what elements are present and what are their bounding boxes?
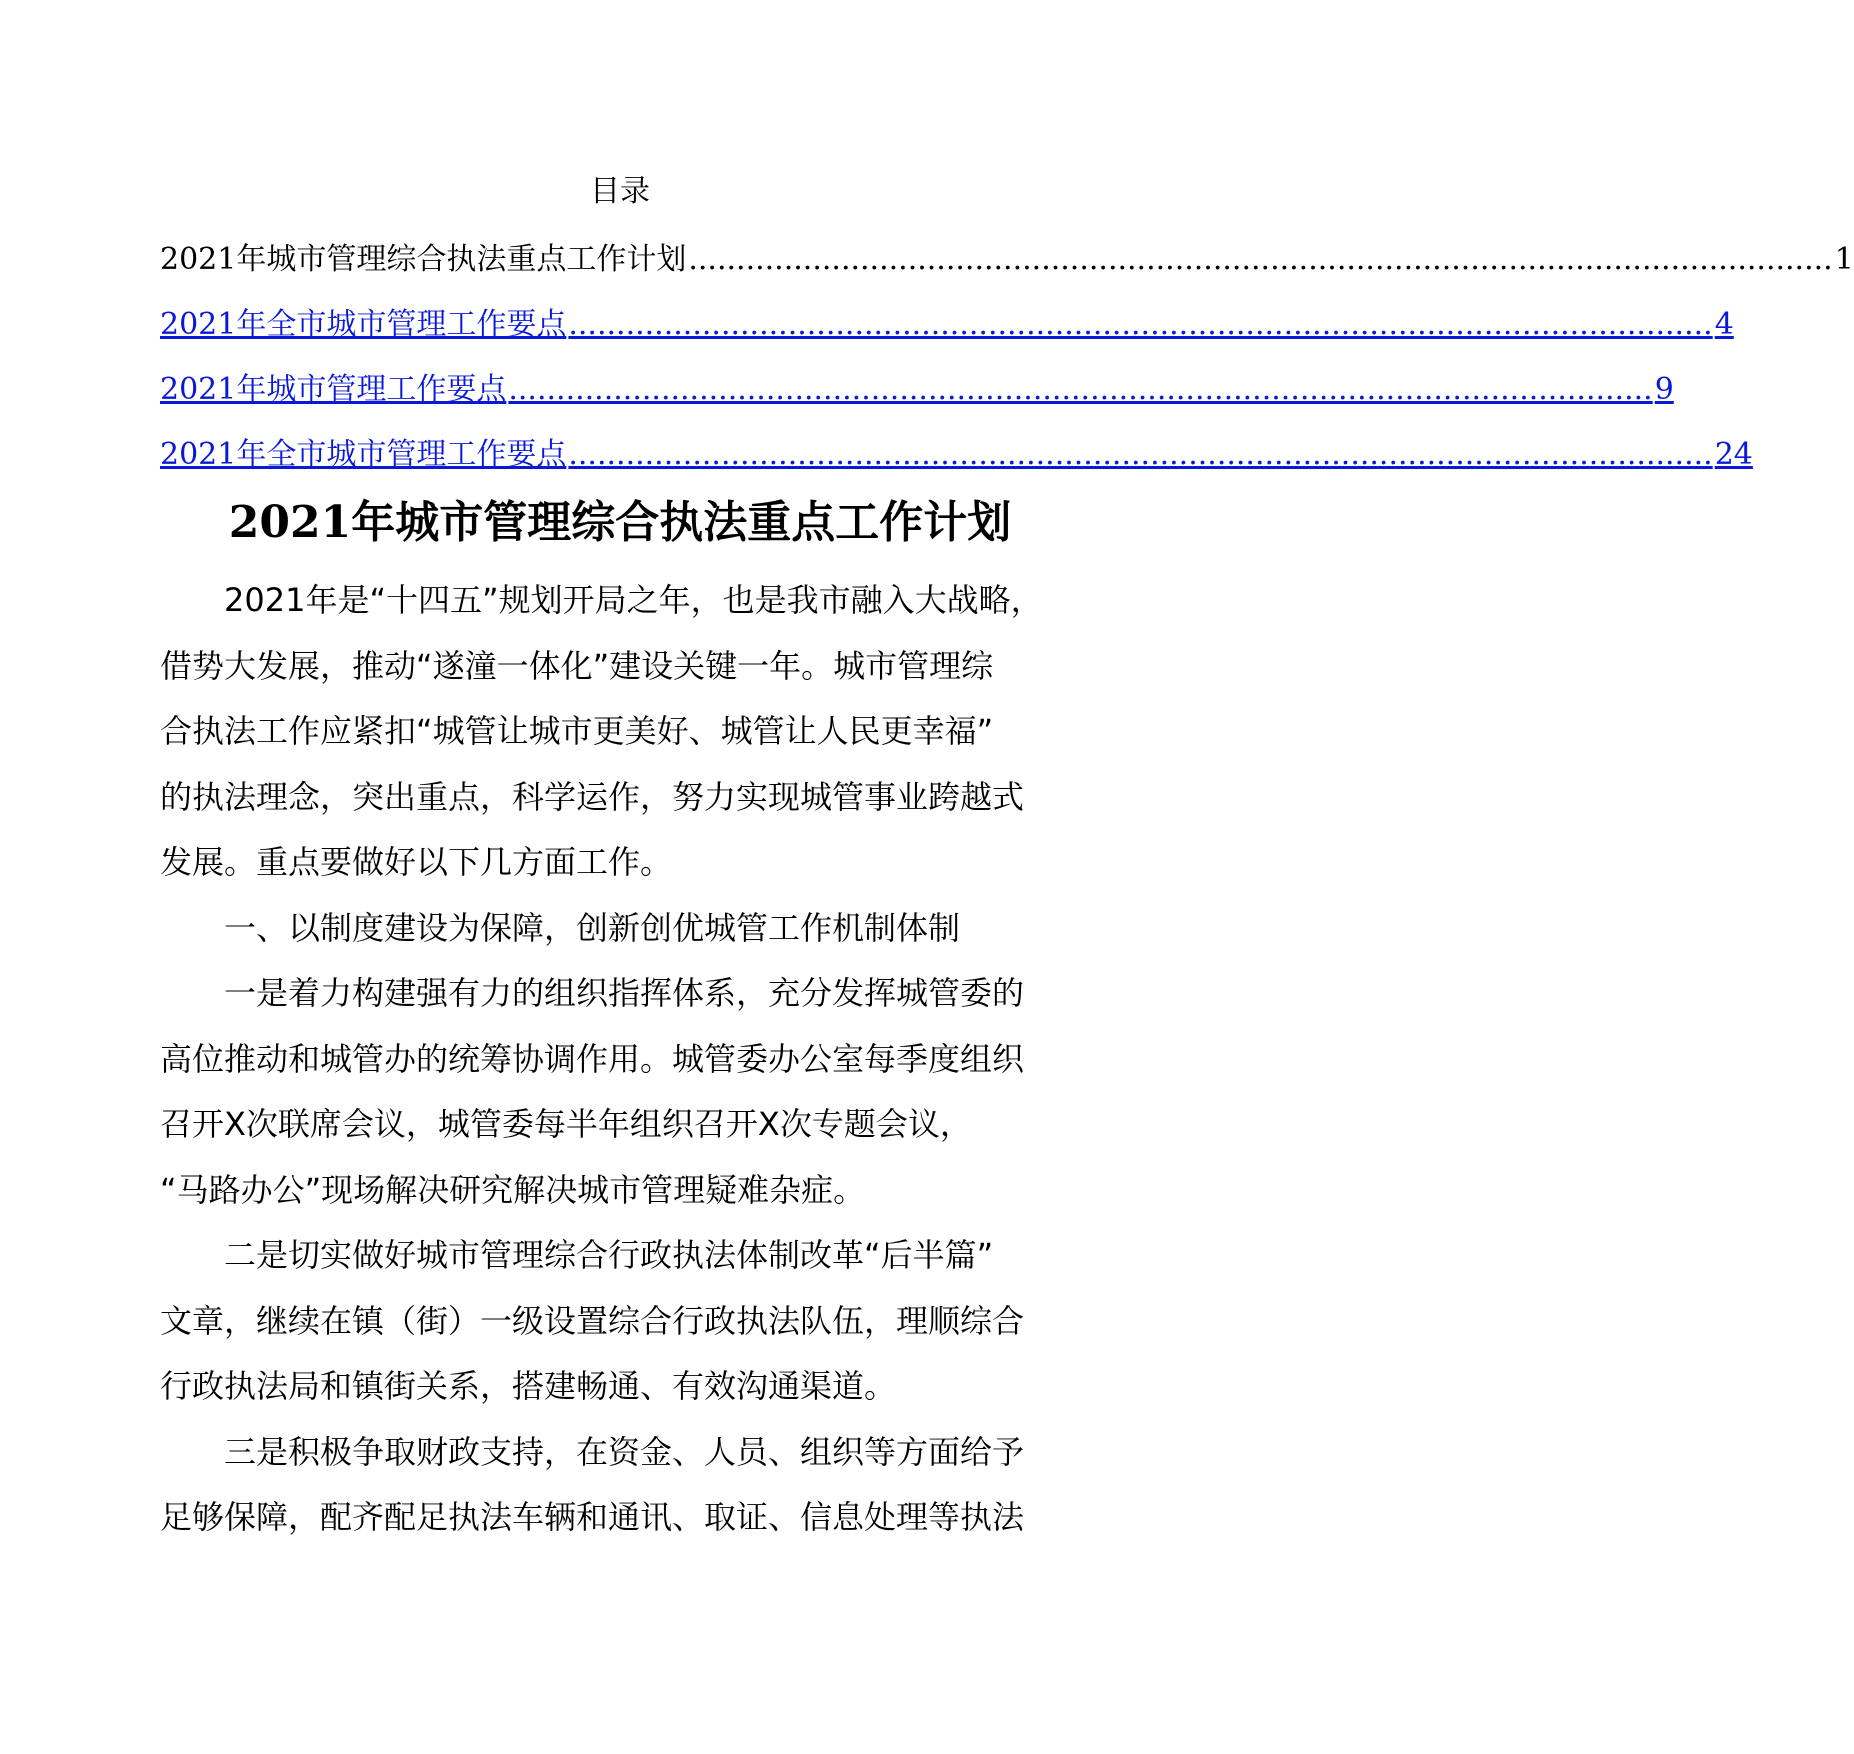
paragraph-line: 的执法理念，突出重点，科学运作，努力实现城管事业跨越式 — [160, 777, 1025, 816]
toc-entry-title: 2021年城市管理综合执法重点工作计划 — [160, 242, 687, 277]
paragraph-item-1 — [160, 961, 1120, 1223]
toc-entry-page: 9 — [1654, 372, 1674, 407]
paragraph-item-3 — [160, 1420, 1120, 1551]
section-heading-1 — [160, 896, 1120, 962]
paragraph-line: 发展。重点要做好以下几方面工作。 — [160, 843, 673, 881]
paragraph-line: 足够保障，配齐配足执法车辆和通讯、取证、信息处理等执法 — [160, 1498, 1025, 1536]
paragraph-intro — [160, 568, 1120, 896]
paragraph-line: 召开X次联席会议，城管委每半年组织召开X次专题会议， — [160, 1105, 972, 1143]
toc-entry-4-link[interactable] — [160, 433, 1753, 498]
paragraph-line: 高位推动和城管办的统筹协调作用。城管委办公室每季度组织 — [160, 1039, 1025, 1078]
toc-leader-dots: ........................................................................................................................ — [568, 307, 1713, 342]
toc-entry-title: 2021年全市城市管理工作要点 — [160, 437, 567, 472]
paragraph-line: 文章，继续在镇（街）一级设置综合行政执法队伍，理顺综合 — [160, 1301, 1025, 1340]
paragraph-line: 2021年是“十四五”规划开局之年，也是我市融入大战略， — [224, 581, 1043, 619]
toc-entry-page: 24 — [1714, 437, 1753, 472]
table-of-contents — [160, 238, 1854, 498]
paragraph-line: 借势大发展，推动“遂潼一体化”建设关键一年。城市管理综 — [160, 646, 994, 685]
toc-entry-3-link[interactable] — [160, 368, 1674, 433]
paragraph-line: “马路办公”现场解决研究解决城市管理疑难杂症。 — [160, 1170, 866, 1209]
paragraph-line: 一是着力构建强有力的组织指挥体系，充分发挥城管委的 — [224, 974, 1025, 1012]
toc-entry-page: 4 — [1714, 307, 1734, 342]
paragraph-line: 合执法工作应紧扣“城管让城市更美好、城管让人民更幸福” — [160, 712, 994, 750]
document-body — [160, 568, 1120, 1551]
toc-entry-1[interactable] — [160, 238, 1854, 303]
toc-leader-dots: ........................................................................................................................ — [688, 242, 1833, 277]
toc-entry-title: 2021年城市管理工作要点 — [160, 372, 507, 407]
toc-title: 目录 — [590, 174, 650, 209]
toc-leader-dots: ........................................................................................................................ — [508, 372, 1653, 407]
toc-entry-title: 2021年全市城市管理工作要点 — [160, 307, 567, 342]
toc-entry-2-link[interactable] — [160, 303, 1734, 368]
paragraph-item-2 — [160, 1223, 1120, 1420]
paragraph-line: 三是积极争取财政支持，在资金、人员、组织等方面给予 — [224, 1432, 1025, 1471]
paragraph-line: 二是切实做好城市管理综合行政执法体制改革“后半篇” — [224, 1236, 994, 1274]
paragraph-line: 行政执法局和镇街关系，搭建畅通、有效沟通渠道。 — [160, 1367, 897, 1405]
document-title: 2021年城市管理综合执法重点工作计划 — [228, 497, 1012, 548]
toc-leader-dots: ........................................................................................................................ — [568, 437, 1713, 472]
toc-entry-page: 1 — [1834, 242, 1854, 277]
section-heading-text: 一、以制度建设为保障，创新创优城管工作机制体制 — [224, 908, 961, 947]
